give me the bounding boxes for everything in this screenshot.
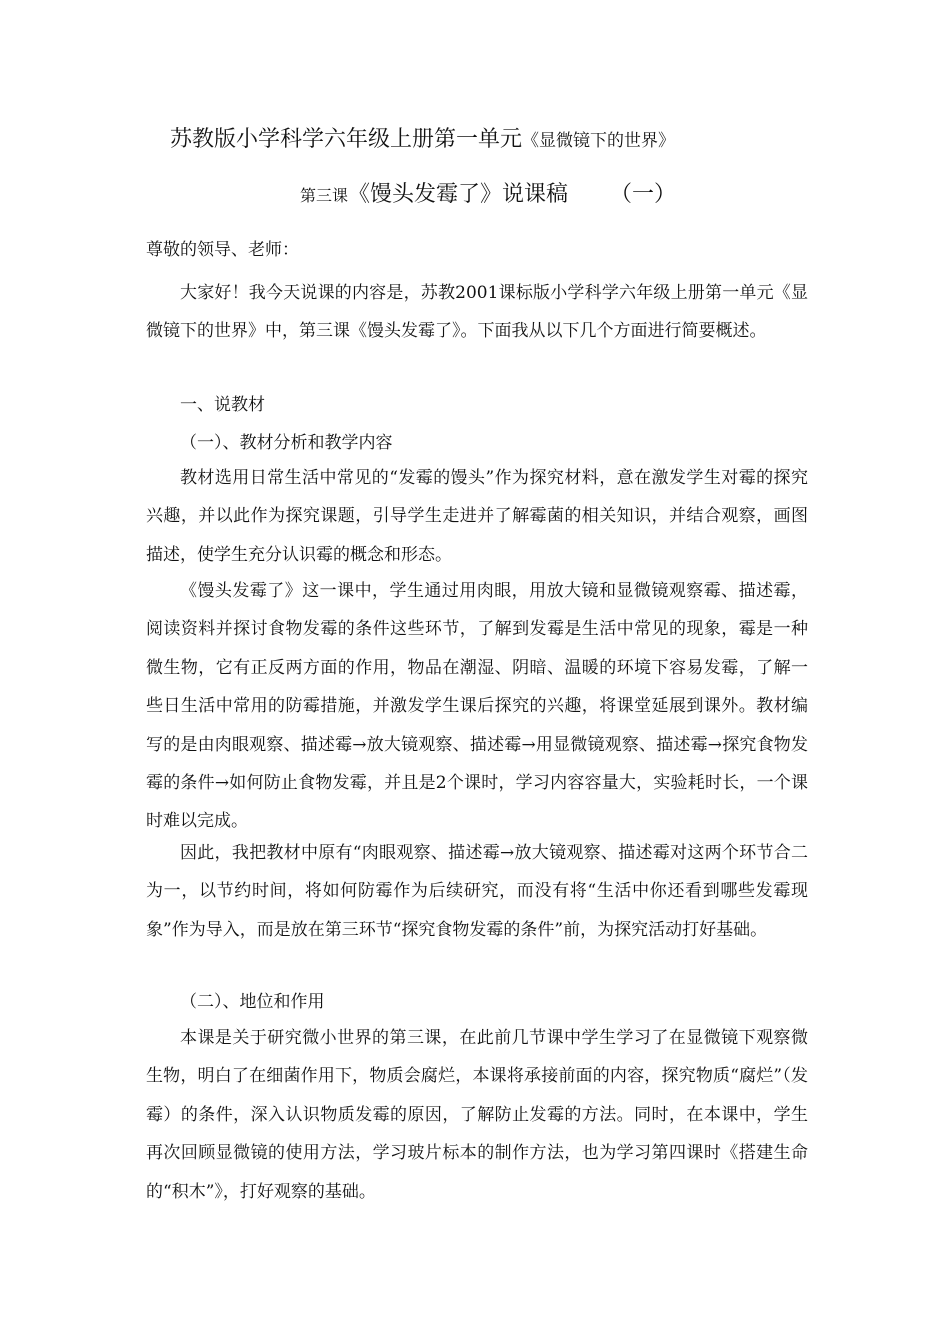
paragraph-material-choice: 教材选用日常生活中常见的“发霉的馒头”作为探究材料，意在激发学生对霉的探究兴趣，并以此作为探究课题，引导学生走进并了解霉菌的相关知识，并结合观察，画图描述，使学生充分认识霉的概念和形态。 <box>146 468 808 565</box>
document-title <box>170 124 870 157</box>
title-unit-name: 《显微镜下的世界》 <box>522 131 676 151</box>
subtitle-lesson-number: 第三课 <box>300 186 349 205</box>
intro-paragraph: 大家好！我今天说课的内容是，苏教2001课标版小学科学六年级上册第一单元《显微镜下的世界》中，第三课《馒头发霉了》。下面我从以下几个方面进行简要概述。 <box>146 283 808 342</box>
subsection-heading-analysis: （一）、教材分析和教学内容 <box>180 433 393 453</box>
section-heading-materials: 一、说教材 <box>180 395 265 415</box>
title-main: 苏教版小学科学六年级上册第一单元 <box>170 127 523 152</box>
document-subtitle <box>300 179 800 212</box>
subtitle-main: 《馒头发霉了》说课稿 <box>348 182 569 207</box>
subsection-heading-position: （二）、地位和作用 <box>180 992 325 1012</box>
paragraph-position-role: 本课是关于研究微小世界的第三课，在此前几节课中学生学习了在显微镜下观察微生物，明白了在细菌作用下，物质会腐烂，本课将承接前面的内容，探究物质“腐烂”（发霉）的条件，深入认识物质发霉的原因，了解防止发霉的方法。同时，在本课中，学生再次回顾显微镜的使用方法，学习玻片标本的制作方法，也为学习第四课时《搭建生命的“积木”》，打好观察的基础。 <box>146 1028 808 1202</box>
paragraph-adjustment: 因此，我把教材中原有“肉眼观察、描述霉→放大镜观察、描述霉对这两个环节合二为一，以节约时间，将如何防霉作为后续研究，而没有将“生活中你还看到哪些发霉现象”作为导入，而是放在第三环节“探究食物发霉的条件”前，为探究活动打好基础。 <box>146 843 808 940</box>
subtitle-part: （一） <box>610 182 677 207</box>
paragraph-lesson-content: 《馒头发霉了》这一课中，学生通过用肉眼，用放大镜和显微镜观察霉、描述霉，阅读资料并探讨食物发霉的条件这些环节，了解到发霉是生活中常见的现象，霉是一种微生物，它有正反两方面的作用，物品在潮湿、阴暗、温暖的环境下容易发霉，了解一些日生活中常用的防霉措施，并激发学生课后探究的兴趣，将课堂延展到课外。教材编写的是由肉眼观察、描述霉→放大镜观察、描述霉→用显微镜观察、描述霉→探究食物发霉的条件→如何防止食物发霉，并且是2个课时，学习内容容量大，实验耗时长，一个课时难以完成。 <box>146 581 808 832</box>
greeting: 尊敬的领导、老师： <box>146 240 299 260</box>
